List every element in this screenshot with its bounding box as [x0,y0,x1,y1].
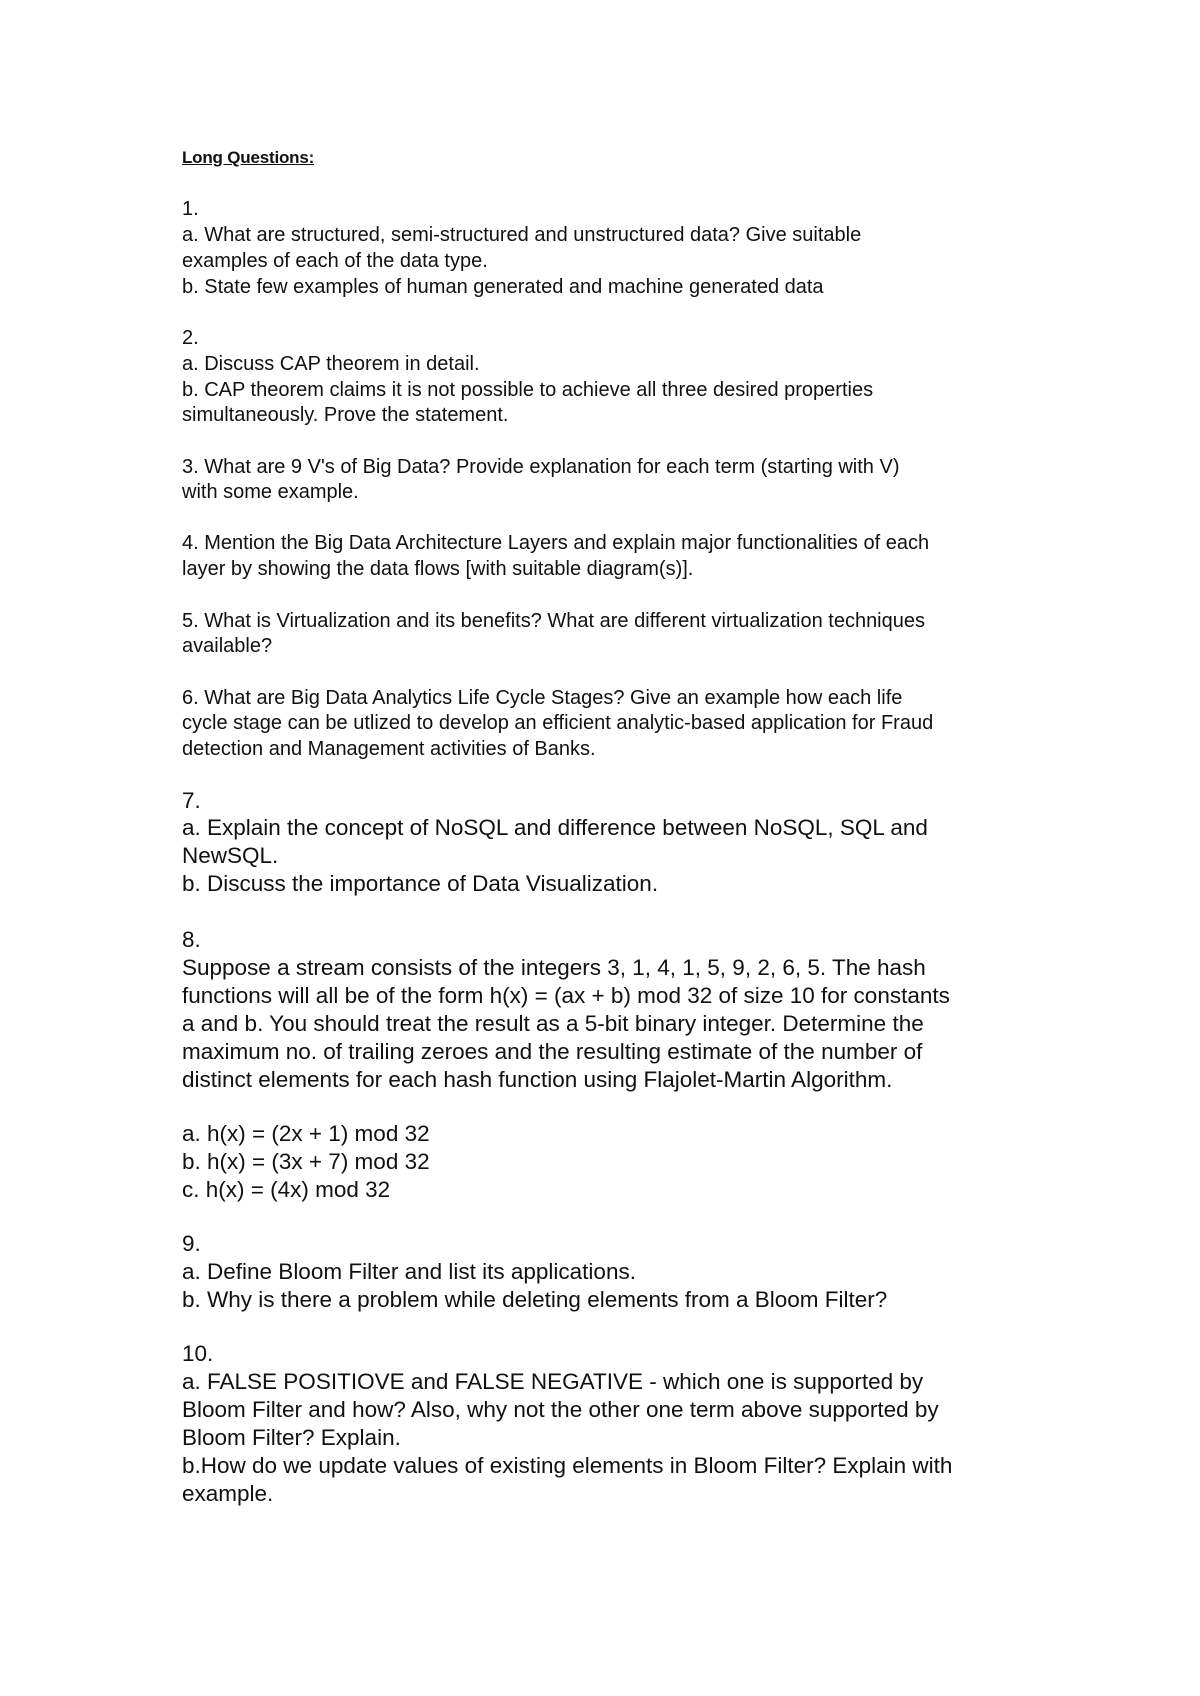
question-number: 2. [182,327,199,349]
question-text: b. Discuss the importance of Data Visualization. [182,871,659,896]
question-text: 6. What are Big Data Analytics Life Cycle Stages? Give an example how each life [182,687,903,709]
question-number: 10. [182,1341,214,1366]
question-text: a. Define Bloom Filter and list its applications. [182,1259,636,1284]
question-text: detection and Management activities of Banks. [182,738,596,760]
question-text: Suppose a stream consists of the integers 3, 1, 4, 1, 5, 9, 2, 6, 5. The hash [182,955,926,980]
question-number: 9. [182,1231,201,1256]
question-text: simultaneously. Prove the statement. [182,404,509,426]
question-number: 8. [182,927,201,952]
question-text: b.How do we update values of existing elements in Bloom Filter? Explain with [182,1453,953,1478]
question-text: 4. Mention the Big Data Architecture Layers and explain major functionalities of each [182,532,930,554]
question-text: a. FALSE POSITIOVE and FALSE NEGATIVE - which one is supported by [182,1369,924,1394]
question-text: b. CAP theorem claims it is not possible to achieve all three desired properties [182,379,874,401]
question-text: c. h(x) = (4x) mod 32 [182,1177,391,1202]
question-text: b. State few examples of human generated and machine generated data [182,276,824,298]
question-text: Bloom Filter and how? Also, why not the other one term above supported by [182,1397,939,1422]
question-text: Bloom Filter? Explain. [182,1425,401,1450]
question-text: example. [182,1481,274,1506]
question-text: a. What are structured, semi-structured and unstructured data? Give suitable [182,224,862,246]
question-text: functions will all be of the form h(x) = (ax + b) mod 32 of size 10 for constants [182,983,950,1008]
question-text: layer by showing the data flows [with suitable diagram(s)]. [182,558,694,580]
question-text: 5. What is Virtualization and its benefits? What are different virtualization techniques [182,610,925,632]
question-text: cycle stage can be utlized to develop an efficient analytic-based application for Fraud [182,712,934,734]
question-text: NewSQL. [182,843,279,868]
question-text: a and b. You should treat the result as a 5-bit binary integer. Determine the [182,1011,924,1036]
question-text: a. h(x) = (2x + 1) mod 32 [182,1121,430,1146]
question-text: examples of each of the data type. [182,250,488,272]
question-text: maximum no. of trailing zeroes and the resulting estimate of the number of [182,1039,923,1064]
question-text: a. Discuss CAP theorem in detail. [182,353,480,375]
question-text: a. Explain the concept of NoSQL and difference between NoSQL, SQL and [182,815,928,840]
question-text: b. h(x) = (3x + 7) mod 32 [182,1149,430,1174]
question-text: available? [182,635,273,657]
question-number: 1. [182,198,199,220]
question-text: distinct elements for each hash function using Flajolet-Martin Algorithm. [182,1067,893,1092]
page-heading: Long Questions: [182,148,315,167]
question-number: 7. [182,788,201,813]
question-text: b. Why is there a problem while deleting elements from a Bloom Filter? [182,1287,888,1312]
question-text: with some example. [182,481,359,503]
question-text: 3. What are 9 V's of Big Data? Provide explanation for each term (starting with V) [182,456,900,478]
